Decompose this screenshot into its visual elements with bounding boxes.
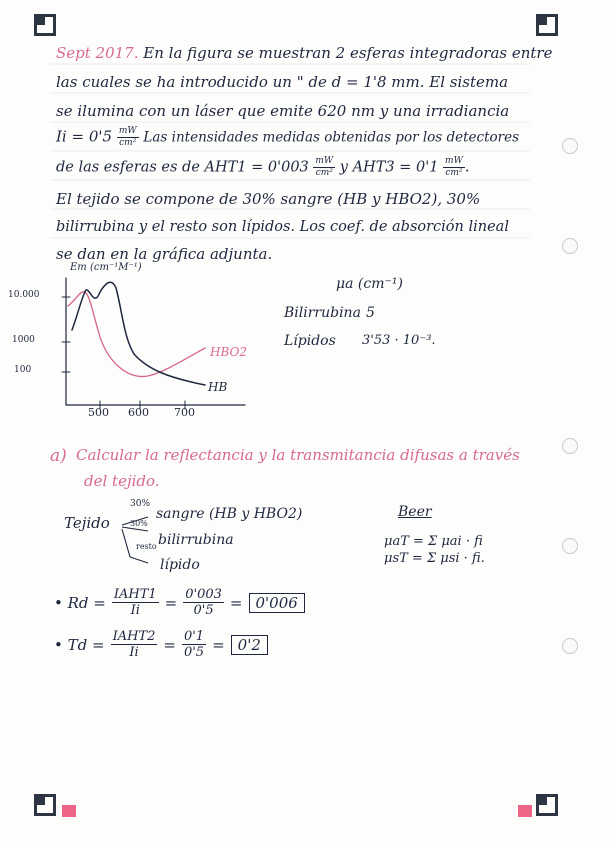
y-tick-label: 10.000: [8, 290, 40, 300]
pct-rest: resto: [136, 542, 157, 551]
table-row-name: Lípidos: [284, 333, 336, 349]
table-row-value: 3'53 · 10⁻³.: [362, 333, 436, 348]
problem-text: Las intensidades medidas obtenidas por los detectores: [143, 129, 520, 146]
aht1-unit: $\frac{mW}{\text{cm²}}$: [315, 156, 334, 178]
series-hb-curve: [72, 282, 205, 385]
binder-hole: [562, 438, 578, 454]
beer-title: Beer: [398, 504, 432, 520]
legend-hbo2: HBO2: [210, 345, 247, 359]
problem-line-2: las cuales se ha introducido un " de d = 1'8 mm. El sistema: [56, 73, 509, 91]
table-header: μa (cm⁻¹): [336, 276, 403, 292]
series-hbo2-curve: [68, 292, 205, 377]
corner-mark-top-right: [536, 14, 558, 36]
x-tick-label: 600: [128, 406, 149, 419]
chart-ylabel: Em (cm⁻¹M⁻¹): [70, 262, 142, 273]
question-label: a): [50, 446, 67, 466]
irradiance-value: Ii = 0'5: [56, 127, 113, 146]
problem-line-8: se dan en la gráfica adjunta.: [56, 245, 273, 263]
component-bilirubin: bilirrubina: [158, 532, 234, 548]
pct-blood: 30%: [130, 499, 151, 509]
rd-equation: • Rd = $\frac{\text{IAHT1}}{Ii}$ = $\frac{0'003}{0'5}$ = 0'006: [54, 588, 305, 617]
binder-hole: [562, 638, 578, 654]
problem-line-6: El tejido se compone de 30% sangre (HB y HBO2), 30%: [56, 190, 481, 208]
problem-line-1: [56, 44, 552, 62]
question-text: Calcular la reflectancia y la transmitancia difusas a través: [76, 446, 520, 464]
pink-tab-left: [62, 805, 76, 817]
tissue-branch: [118, 505, 158, 565]
binder-hole: [562, 138, 578, 154]
question-text-2: del tejido.: [84, 472, 160, 490]
pct-bili: 30%: [130, 519, 148, 528]
tissue-label: Tejido: [64, 514, 110, 532]
component-blood: sangre (HB y HBO2): [156, 506, 303, 522]
corner-mark-bottom-left: [34, 794, 56, 816]
corner-mark-top-left: [34, 14, 56, 36]
td-result: 0'2: [231, 635, 268, 655]
table-row-name: Bilirrubina: [284, 305, 361, 321]
irradiance-unit: $\frac{mW}{\text{cm²}}$: [118, 126, 137, 148]
binder-hole: [562, 538, 578, 554]
beer-eq-scattering: μsT = Σ μsi · fi.: [384, 551, 485, 566]
problem-line-3: se ilumina con un láser que emite 620 nm y una irradiancia: [56, 102, 510, 120]
td-equation: • Td = $\frac{\text{IAHT2}}{Ii}$ = $\frac{0'1}{0'5}$ = 0'2: [54, 630, 268, 659]
problem-line-5: de las esferas es de AHT1 = 0'003 $\frac{mW}{\text{cm²}}$ y AHT3 = 0'1 $\frac{mW}{\text{cm²}}$ .: [56, 156, 470, 178]
y-tick-label: 1000: [12, 335, 35, 345]
aht3-unit: $\frac{mW}{\text{cm²}}$: [445, 156, 463, 178]
problem-line-4: [56, 127, 519, 148]
problem-date: Sept 2017.: [56, 44, 139, 62]
beer-eq-absorption: μaT = Σ μai · fi: [384, 534, 483, 549]
y-tick-label: 100: [14, 365, 32, 375]
problem-line-7: bilirrubina y el resto son lípidos. Los coef. de absorción lineal: [56, 219, 509, 235]
pink-tab-right: [518, 805, 532, 817]
component-lipid: lípido: [160, 557, 200, 573]
x-tick-label: 500: [88, 406, 109, 419]
corner-mark-bottom-right: [536, 794, 558, 816]
binder-hole: [562, 238, 578, 254]
problem-text: En la figura se muestran 2 esferas integradoras entre: [138, 44, 553, 62]
x-tick-label: 700: [174, 406, 195, 419]
rd-result: 0'006: [249, 593, 305, 613]
table-row-value: 5: [366, 305, 375, 321]
legend-hb: HB: [208, 380, 228, 394]
